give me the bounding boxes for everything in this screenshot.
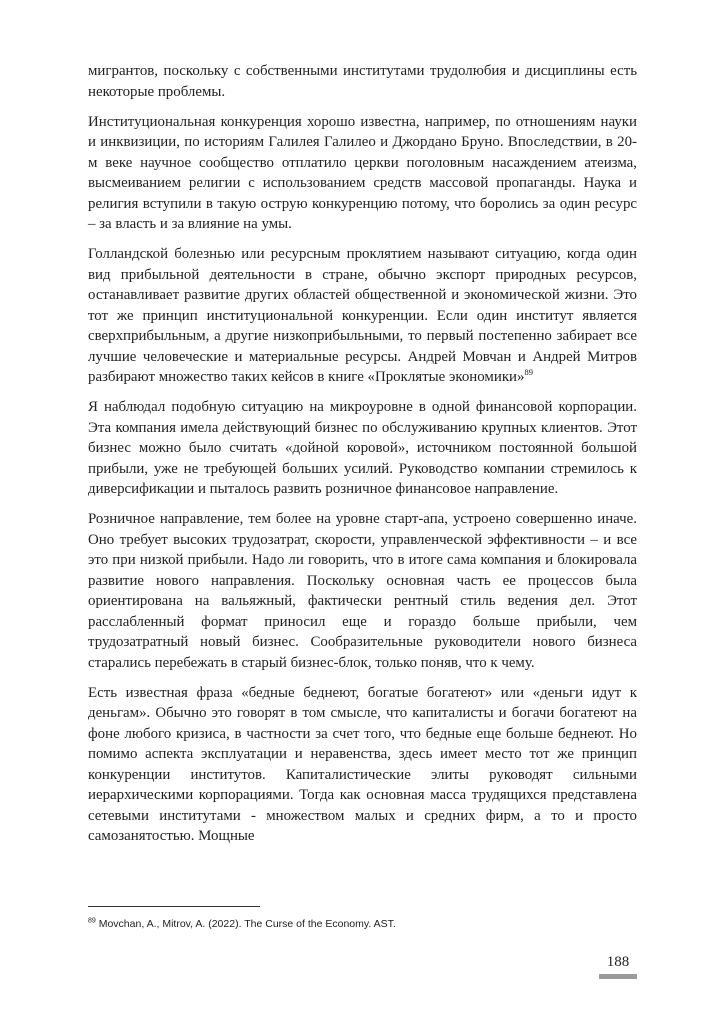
footnote-reference-89[interactable]: 89 <box>524 367 533 378</box>
paragraph-1 <box>88 61 637 102</box>
footnote-89 <box>88 917 637 931</box>
paragraph-2 <box>88 112 637 235</box>
page-number: 188 <box>606 954 630 970</box>
footnote-divider <box>88 906 260 907</box>
paragraph-5 <box>88 509 637 673</box>
paragraph-3 <box>88 244 637 388</box>
paragraph-1-text: мигрантов, поскольку с собственными институтами трудолюбия и дисциплины есть некоторые проблемы. <box>88 63 637 100</box>
paragraph-2-text: Институциональная конкуренция хорошо известна, например, по отношениям науки и инквизиции, по историям Галилея Галилео и Джордано Бруно. Впоследствии, в 20-м веке научное сообщество отплатило церкви поголовным насаждением атеизма, высмеиванием религии с использованием средств массовой пропаганды. Наука и религия вступили в такую острую конкуренцию потому, что боролись за один ресурс – за власть и за влияние на умы. <box>88 113 637 232</box>
page-number-bar <box>599 974 637 979</box>
footnote-number: 89 <box>88 917 96 925</box>
footnote-text: Movchan, A., Mitrov, A. (2022). The Curse of the Economy. AST. <box>95 918 396 930</box>
paragraph-4-text: Я наблюдал подобную ситуацию на микроуровне в одной финансовой корпорации. Эта компания имела действующий бизнес по обслуживанию крупных клиентов. Этот бизнес можно было считать «дойной коровой», источником постоянной большой прибыли, уже не требующей больших усилий. Руководство компании стремилось к диверсификации и пыталось развить розничное финансовое направление. <box>88 399 637 497</box>
paragraph-5-text: Розничное направление, тем более на уровне старт-апа, устроено совершенно иначе. Оно требует высоких трудозатрат, скорости, управленческой эффективности – и все это при низкой прибыли. Надо ли говорить, что в итоге сама компания и блокировала развитие нового направления. Поскольку основная часть ее процессов была ориентирована на вальяжный, фактически рентный стиль ведения дел. Этот расслабленный формат приносил еще и гораздо больше прибыли, чем трудозатратный новый бизнес. Сообразительные руководители нового бизнеса старались перебежать в старый бизнес-блок, только поняв, что к чему. <box>88 511 637 671</box>
paragraph-6 <box>88 683 637 847</box>
page-body <box>88 61 637 856</box>
paragraph-3-text: Голландской болезнью или ресурсным проклятием называют ситуацию, когда один вид прибыльной деятельности в стране, обычно экспорт природных ресурсов, останавливает развитие других областей общественной и экономической жизни. Это тот же принцип институциональной конкуренции. Если один институт является сверхприбыльным, а другие низкоприбыльными, то первый постепенно забирает все лучшие человеческие и материальные ресурсы. Андрей Мовчан и Андрей Митров разбирают множество таких кейсов в книге «Проклятые экономики» <box>88 246 637 385</box>
paragraph-4 <box>88 397 637 500</box>
paragraph-6-text: Есть известная фраза «бедные беднеют, богатые богатеют» или «деньги идут к деньгам». Обычно это говорят в том смысле, что капиталисты и богачи богатеют на фоне любого кризиса, в частности за счет того, что бедные еще больше беднеют. Но помимо аспекта эксплуатации и неравенства, здесь имеет место тот же принцип конкуренции институтов. Капиталистические элиты руководят сильными иерархическими корпорациями. Тогда как основная масса трудящихся представлена сетевыми институтами - множеством малых и средних фирм, а то и просто самозанятостью. Мощные <box>88 684 637 844</box>
